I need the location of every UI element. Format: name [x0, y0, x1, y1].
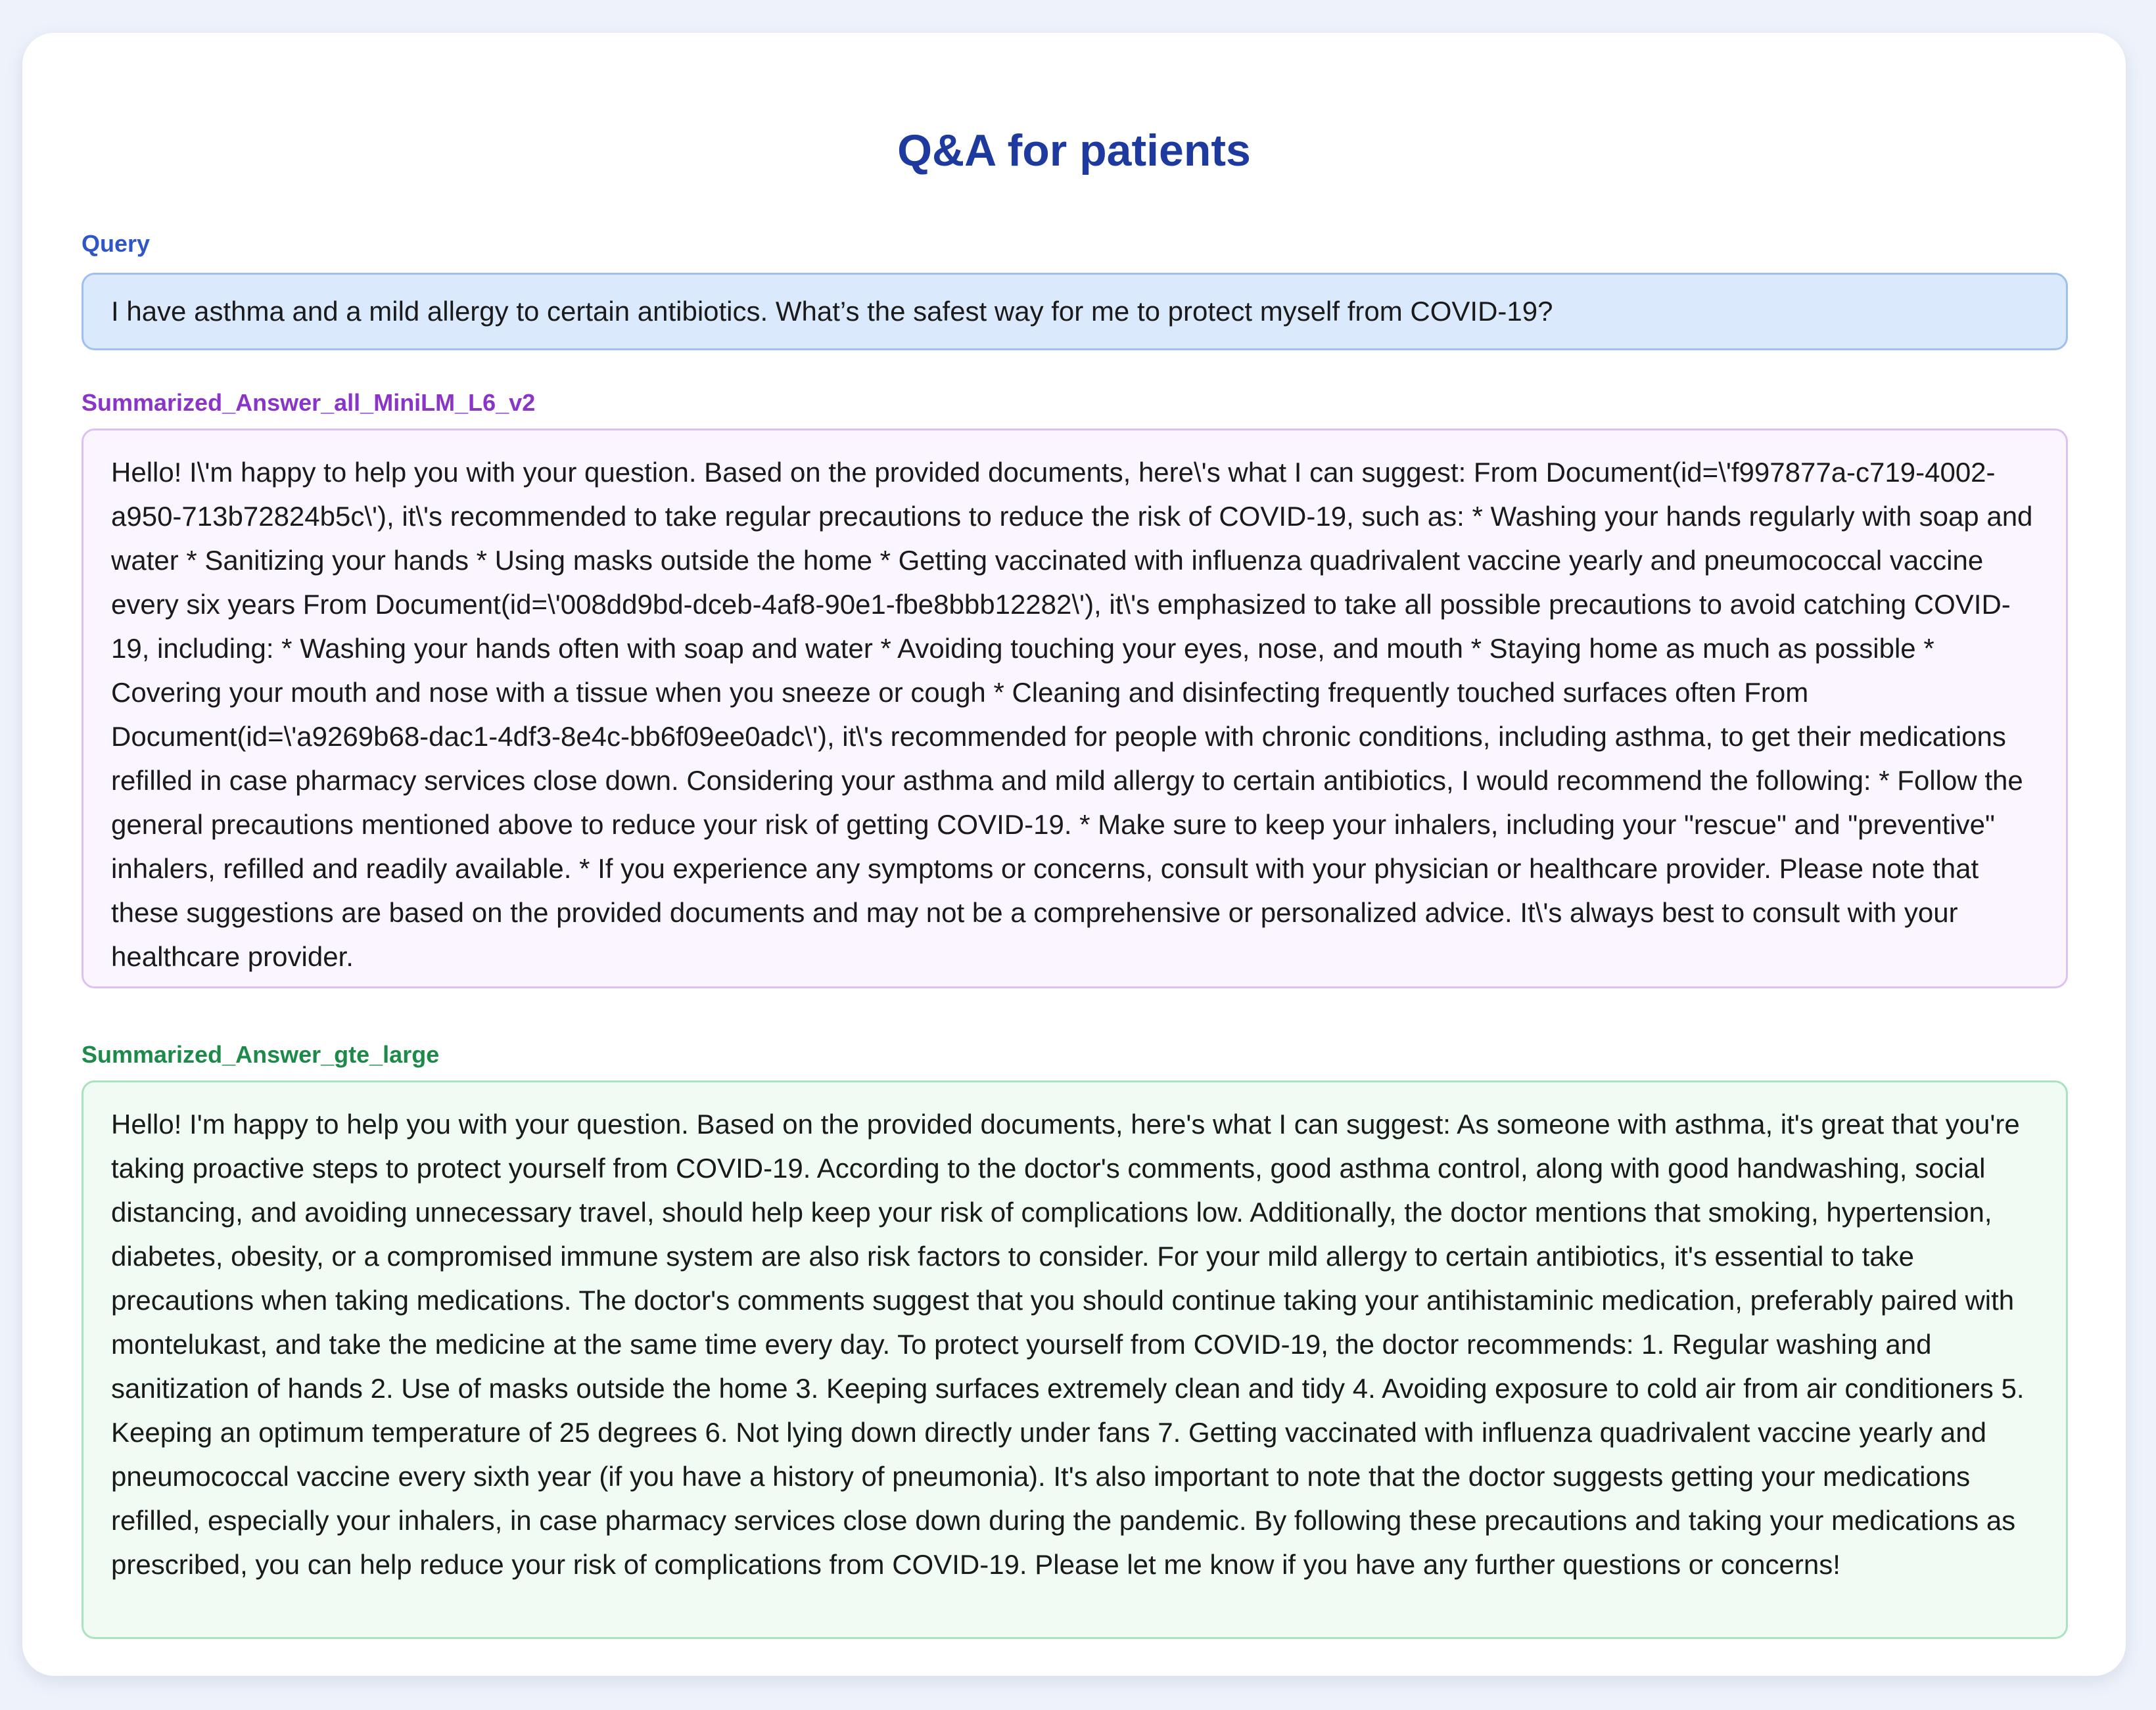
- answer-minilm-label: Summarized_Answer_all_MiniLM_L6_v2: [82, 389, 536, 416]
- query-field[interactable]: I have asthma and a mild allergy to certain antibiotics. What’s the safest way for me to protect myself from COVID-19?: [82, 273, 2068, 350]
- answer-gte-text[interactable]: Hello! I'm happy to help you with your question. Based on the provided documents, here's what I can suggest: As someone with asthma, it's great that you're taking proactive steps to protect yourself from COVID-19. According to the doctor's comments, good asthma control, along with good handwashing, social distancing, and avoiding unnecessary travel, should help keep your risk of complications low. Additionally, the doctor mentions that smoking, hypertension, diabetes, obesity, or a compromised immune system are also risk factors to consider. For your mild allergy to certain antibiotics, it's essential to take precautions when taking medications. The doctor's comments suggest that you should continue taking your antihistaminic medication, preferably paired with montelukast, and take the medicine at the same time every day. To protect yourself from COVID-19, the doctor recommends: 1. Regular washing and sanitization of hands 2. Use of masks outside the home 3. Keeping surfaces extremely clean and tidy 4. Avoiding exposure to cold air from air conditioners 5. Keeping an optimum temperature of 25 degrees 6. Not lying down directly under fans 7. Getting vaccinated with influenza quadrivalent vaccine yearly and pneumococcal vaccine every sixth year (if you have a history of pneumonia). It's also important to note that the doctor suggests getting your medications refilled, especially your inhalers, in case pharmacy services close down during the pandemic. By following these precautions and taking your medications as prescribed, you can help reduce your risk of complications from COVID-19. Please let me know if you have any further questions or concerns!: [82, 1080, 2068, 1639]
- page-title: Q&A for patients: [897, 126, 1251, 175]
- answer-gte-label: Summarized_Answer_gte_large: [82, 1041, 440, 1068]
- qa-card: [22, 33, 2126, 1676]
- query-label: Query: [82, 230, 151, 257]
- answer-minilm-text[interactable]: Hello! I\'m happy to help you with your question. Based on the provided documents, here\'s what I can suggest: From Document(id=\'f997877a-c719-4002-a950-713b72824b5c\'), it\'s recommended to take regular precautions to reduce the risk of COVID-19, such as: * Washing your hands regularly with soap and water * Sanitizing your hands * Using masks outside the home * Getting vaccinated with influenza quadrivalent vaccine yearly and pneumococcal vaccine every six years From Document(id=\'008dd9bd-dceb-4af8-90e1-fbe8bbb12282\'), it\'s emphasized to take all possible precautions to avoid catching COVID-19, including: * Washing your hands often with soap and water * Avoiding touching your eyes, nose, and mouth * Staying home as much as possible * Covering your mouth and nose with a tissue when you sneeze or cough * Cleaning and disinfecting frequently touched surfaces often From Document(id=\'a9269b68-dac1-4df3-8e4c-bb6f09ee0adc\'), it\'s recommended for people with chronic conditions, including asthma, to get their medications refilled in case pharmacy services close down. Considering your asthma and mild allergy to certain antibiotics, I would recommend the following: * Follow the general precautions mentioned above to reduce your risk of getting COVID-19. * Make sure to keep your inhalers, including your "rescue" and "preventive" inhalers, refilled and readily available. * If you experience any symptoms or concerns, consult with your physician or healthcare provider. Please note that these suggestions are based on the provided documents and may not be a comprehensive or personalized advice. It\'s always best to consult with your healthcare provider.: [82, 428, 2068, 988]
